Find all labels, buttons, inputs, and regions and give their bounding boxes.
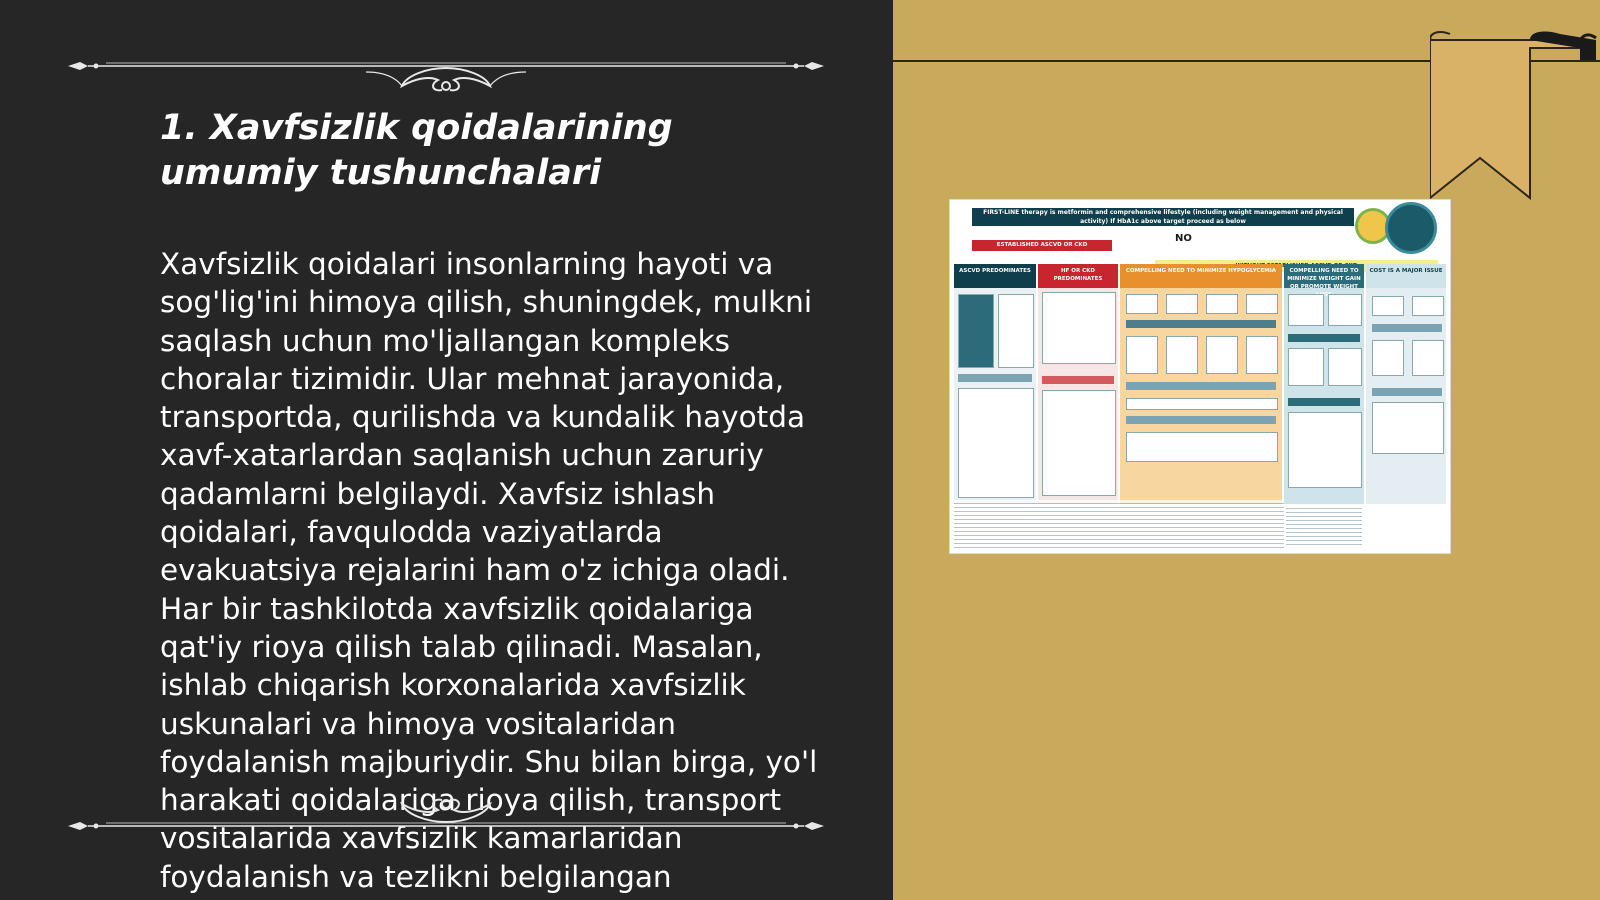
figure-column-hypoglycemia — [1120, 264, 1282, 504]
slide-body-text: Xavfsizlik qoidalari insonlarning hayoti va sog'lig'ini himoya qilish, shuningdek, mulkni saqlash uchun mo'ljallangan kompleks choralar tizimidir. Ular mehnat jarayonida, transportda, qurilishda va kundalik hayotda xavf-xatarlardan saqlanish uchun zaruriy qadamlarni belgilaydi. Xavfsiz ishlash qoidalari, favqulodda vaziyatlarda evakuatsiya rejalarini ham o'z ichiga oladi. Har bir tashkilotda xavfsizlik qoidalariga qat'iy rioya qilish talab qilinadi. Masalan, ishlab chiqarish korxonalarida xavfsizlik uskunalari va himoya vositalaridan foydalanish majburiydir. Shu bilan birga, yo'l harakati qoidalariga rioya qilish, transport vositalarida xavfsizlik kamarlaridan foydalanish va tezlikni belgilangan — [160, 247, 818, 894]
figure-column-header: COMPELLING NEED TO MINIMIZE WEIGHT GAIN OR PROMOTE WEIGHT — [1284, 264, 1364, 288]
figure-column-header: ASCVD PREDOMINATES — [954, 264, 1036, 288]
figure-header: FIRST-LINE therapy is metformin and comprehensive lifestyle (including weight management and physical activity) If HbA1c above target proceed as below — [972, 208, 1354, 226]
figure-column-hf-ckd — [1038, 264, 1118, 504]
figure-seal-logo — [1385, 202, 1437, 254]
treatment-algorithm-figure — [950, 200, 1450, 553]
figure-column-header: HF OR CKD PREDOMINATES — [1038, 264, 1118, 288]
figure-no-label: NO — [1175, 233, 1192, 244]
figure-column-cost — [1366, 264, 1446, 504]
slide-title: 1. Xavfsizlik qoidalarining umumiy tushunchalari — [160, 108, 673, 193]
figure-column-ascvd — [954, 264, 1036, 504]
figure-footnotes — [954, 500, 1284, 550]
bottom-ornament-divider — [66, 778, 826, 834]
figure-column-weight — [1284, 264, 1364, 504]
figure-column-header: COST IS A MAJOR ISSUE — [1366, 264, 1446, 288]
figure-established-label: ESTABLISHED ASCVD OR CKD — [972, 240, 1112, 251]
figure-footnotes-secondary — [1286, 505, 1362, 545]
bookmark-decoration — [1430, 30, 1600, 200]
top-ornament-divider — [66, 42, 826, 98]
figure-column-header: COMPELLING NEED TO MINIMIZE HYPOGLYCEMIA — [1120, 264, 1282, 288]
